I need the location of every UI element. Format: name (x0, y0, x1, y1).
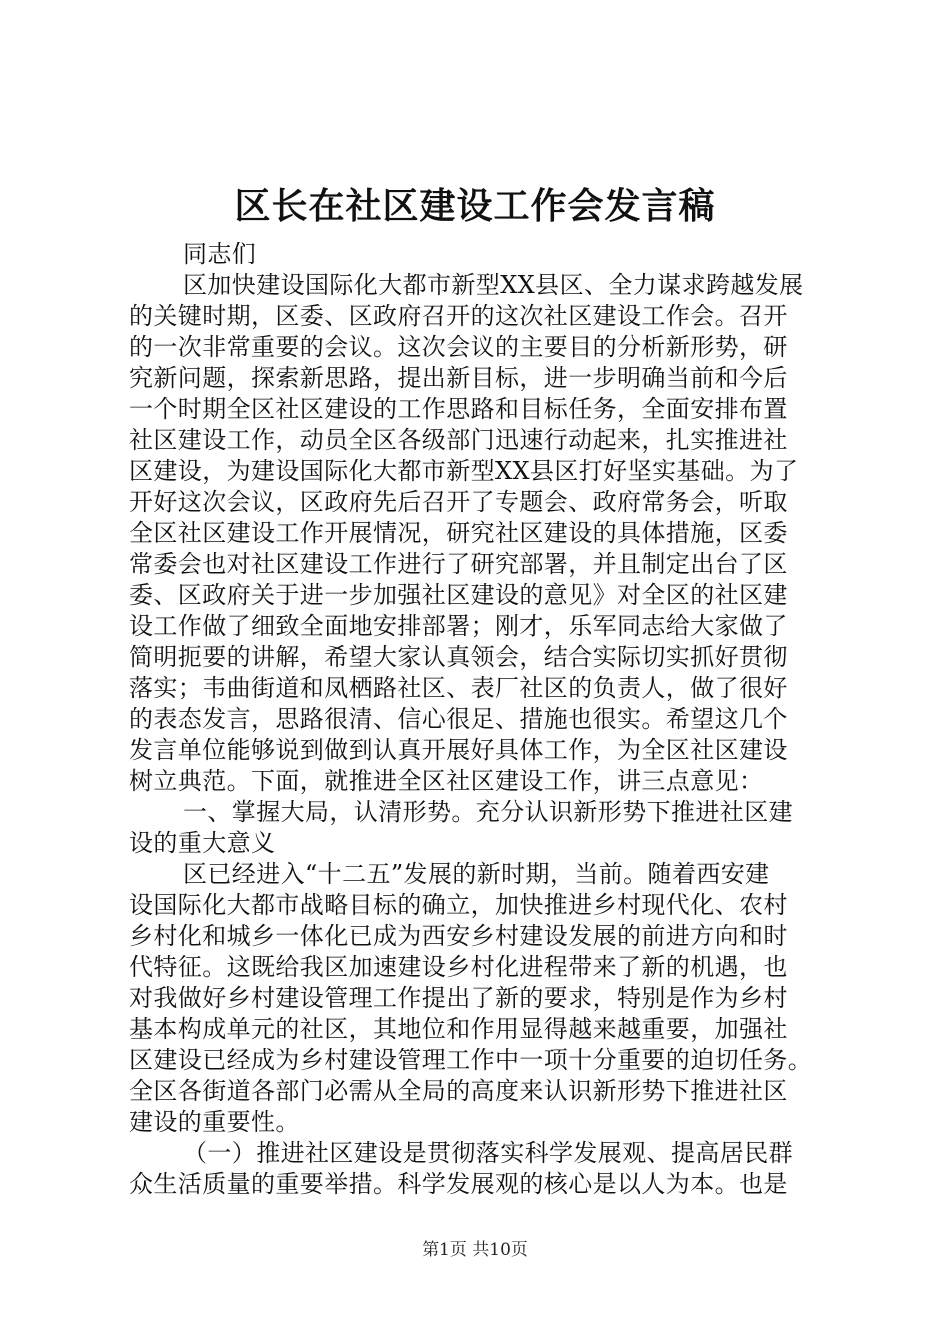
text-line: 委、区政府关于进一步加强社区建设的意见》对全区的社区建 (129, 581, 788, 609)
text-line: 树立典范。下面，就推进全区社区建设工作，讲三点意见： (129, 767, 764, 795)
text-line: 开好这次会议，区政府先后召开了专题会、政府常务会，听取 (129, 488, 788, 516)
text-line: 的一次非常重要的会议。这次会议的主要目的分析新形势，研 (129, 333, 788, 361)
text-line: 对我做好乡村建设管理工作提出了新的要求，特别是作为乡村 (129, 984, 788, 1012)
text-line: 区已经进入“十二五”发展的新时期，当前。随着西安建 (183, 860, 770, 888)
text-line: 发言单位能够说到做到认真开展好具体工作，为全区社区建设 (129, 736, 788, 764)
text-line: 区建设，为建设国际化大都市新型XX县区打好坚实基础。为了 (129, 457, 799, 485)
text-line: 同志们 (183, 240, 257, 268)
text-line: 区建设已经成为乡村建设管理工作中一项十分重要的迫切任务。 (129, 1046, 813, 1074)
text-line: 的关键时期，区委、区政府召开的这次社区建设工作会。召开 (129, 302, 788, 330)
text-line: 简明扼要的讲解，希望大家认真领会，结合实际切实抓好贯彻 (129, 643, 788, 671)
text-line: 一个时期全区社区建设的工作思路和目标任务，全面安排布置 (129, 395, 788, 423)
text-line: 全区社区建设工作开展情况，研究社区建设的具体措施，区委 (129, 519, 788, 547)
text-line: 落实；韦曲街道和凤栖路社区、表厂社区的负责人，做了很好 (129, 674, 788, 702)
text-line: 设国际化大都市战略目标的确立，加快推进乡村现代化、农村 (129, 891, 788, 919)
page-footer: 第1页 共10页 (422, 1240, 528, 1260)
text-line: 究新问题，探索新思路，提出新目标，进一步明确当前和今后 (129, 364, 788, 392)
text-line: 的表态发言，思路很清、信心很足、措施也很实。希望这几个 (129, 705, 788, 733)
text-line: 区加快建设国际化大都市新型XX县区、全力谋求跨越发展 (183, 271, 804, 299)
text-line: 代特征。这既给我区加速建设乡村化进程带来了新的机遇，也 (129, 953, 788, 981)
text-line: 设的重大意义 (129, 829, 276, 857)
text-line: 社区建设工作，动员全区各级部门迅速行动起来，扎实推进社 (129, 426, 788, 454)
text-line: 众生活质量的重要举措。科学发展观的核心是以人为本。也是 (129, 1170, 788, 1198)
text-line: 一、掌握大局，认清形势。充分认识新形势下推进社区建 (183, 798, 793, 826)
text-line: （一）推进社区建设是贯彻落实科学发展观、提高居民群 (183, 1139, 793, 1167)
text-line: 常委会也对社区建设工作进行了研究部署，并且制定出台了区 (129, 550, 788, 578)
text-line: 乡村化和城乡一体化已成为西安乡村建设发展的前进方向和时 (129, 922, 788, 950)
text-line: 基本构成单元的社区，其地位和作用显得越来越重要，加强社 (129, 1015, 788, 1043)
document-title: 区长在社区建设工作会发言稿 (234, 186, 716, 227)
text-line: 全区各街道各部门必需从全局的高度来认识新形势下推进社区 (129, 1077, 788, 1105)
text-line: 设工作做了细致全面地安排部署；刚才，乐军同志给大家做了 (129, 612, 788, 640)
text-line: 建设的重要性。 (129, 1108, 300, 1136)
